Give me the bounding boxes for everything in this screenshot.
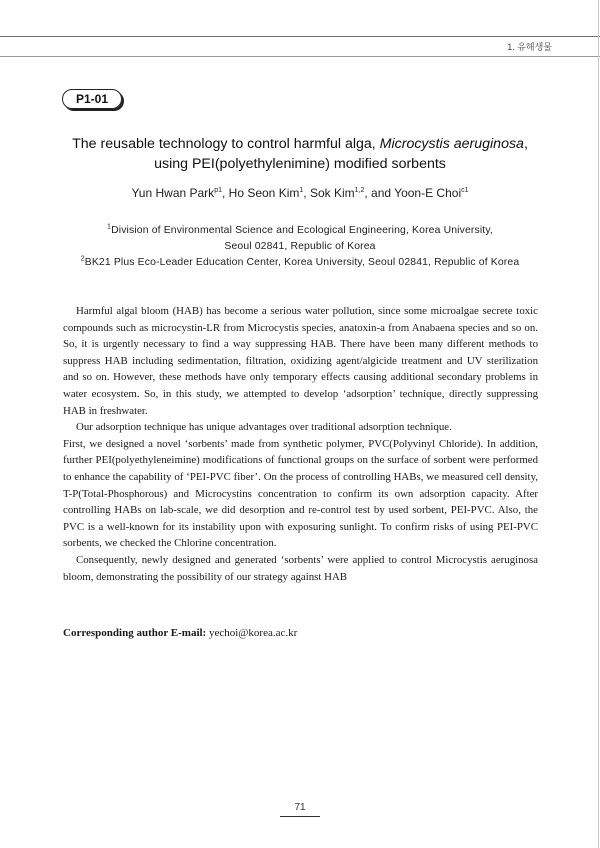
author-separator: , xyxy=(303,186,310,200)
title-species-italic: Microcystis aeruginosa xyxy=(379,136,524,152)
affiliation-text: Division of Environmental Science and Ecological Engineering, Korea University, xyxy=(111,225,493,236)
header-rule-lower xyxy=(0,56,600,57)
page-edge xyxy=(598,0,599,848)
author-separator: , and xyxy=(364,186,395,200)
author-separator: , xyxy=(221,186,229,200)
author-affiliation-mark: 1,2 xyxy=(354,187,365,194)
affiliation-mark: 1 xyxy=(107,223,112,231)
abstract-code-badge: P1-01 xyxy=(62,89,122,109)
affiliation-2 xyxy=(40,257,560,268)
author-name: Yoon-E Choi xyxy=(394,186,462,200)
title-line1-pre: The reusable technology to control harmful alga, xyxy=(72,136,380,152)
abstract-paragraph: Consequently, newly designed and generated ‘sorbents’ were applied to control Microcystis aeruginosa bloom, demonstrating the possibility of our strategy against HAB xyxy=(63,553,538,583)
author-affiliation-mark: c1 xyxy=(461,187,469,194)
author-affiliation-mark: 1 xyxy=(299,187,304,194)
corresponding-email: yechoi@korea.ac.kr xyxy=(208,627,298,639)
author-affiliation-mark: p1 xyxy=(214,187,222,194)
abstract-paragraph: Harmful algal bloom (HAB) has become a serious water pollution, since some microalgae secrete toxic compounds such as microcystin-LR from Microcystis species, anatoxin-a from Anabaena species and so on. So, it is urgently necessary to find a way suppressing HAB. There have been many different methods to suppress HAB including sedimentation, filtration, oxidizing agent/algicide treatment and UV sterilization and so on. However, these methods have only temporary effects causing additional secondary problems in water ecosystem. So, in this study, we attempted to develop ‘adsorption’ technique, directly suppressing HAB in freshwater. xyxy=(63,305,538,417)
page-number-underline xyxy=(280,816,320,817)
abstract-body xyxy=(63,303,538,585)
author-name: Yun Hwan Park xyxy=(131,186,215,200)
corresponding-author xyxy=(63,627,297,639)
abstract-paragraph: Our adsorption technique has unique advantages over traditional adsorption technique. xyxy=(76,421,452,434)
author-list xyxy=(40,186,560,200)
affiliation-1-line2: Seoul 02841, Republic of Korea xyxy=(224,241,376,252)
running-header-section: 1. 유해생물 xyxy=(507,42,552,52)
header-rule xyxy=(0,36,600,37)
affiliation-1 xyxy=(40,225,560,236)
affiliation-mark: 2 xyxy=(80,255,85,263)
abstract-paragraph: First, we designed a novel ‘sorbents’ made from synthetic polymer, PVC(Polyvinyl Chloride). In addition, further PEI(polyethyleneimine) modifications of functional groups on the surface of sorbent were performed to enhance the capability of ‘PEI-PVC fiber’. On the process of controlling HABs, we measured cell density, T-P(Total-Phosphorous) and Microcystins concentration to confirm its own adsorption capacity. After controlling HABs on lab-scale, we did desorption and re-control test by used sorbent, PEI-PVC. Also, the PVC is a well-known for its instability upon with exposuring sunlight. To confirm risks of using PEI-PVC sorbents, we checked the Chlorine concentration. xyxy=(63,437,538,550)
paper-title xyxy=(40,134,560,174)
corresponding-label: Corresponding author E-mail: xyxy=(63,627,207,639)
author-name: Ho Seon Kim xyxy=(228,186,300,200)
page-number: 71 xyxy=(294,802,306,813)
title-line1-post: , xyxy=(523,136,528,152)
title-line2: using PEI(polyethylenimine) modified sorbents xyxy=(154,156,446,172)
affiliation-text: BK21 Plus Eco-Leader Education Center, Korea University, Seoul 02841, Republic of Korea xyxy=(84,257,520,268)
author-name: Sok Kim xyxy=(309,186,355,200)
